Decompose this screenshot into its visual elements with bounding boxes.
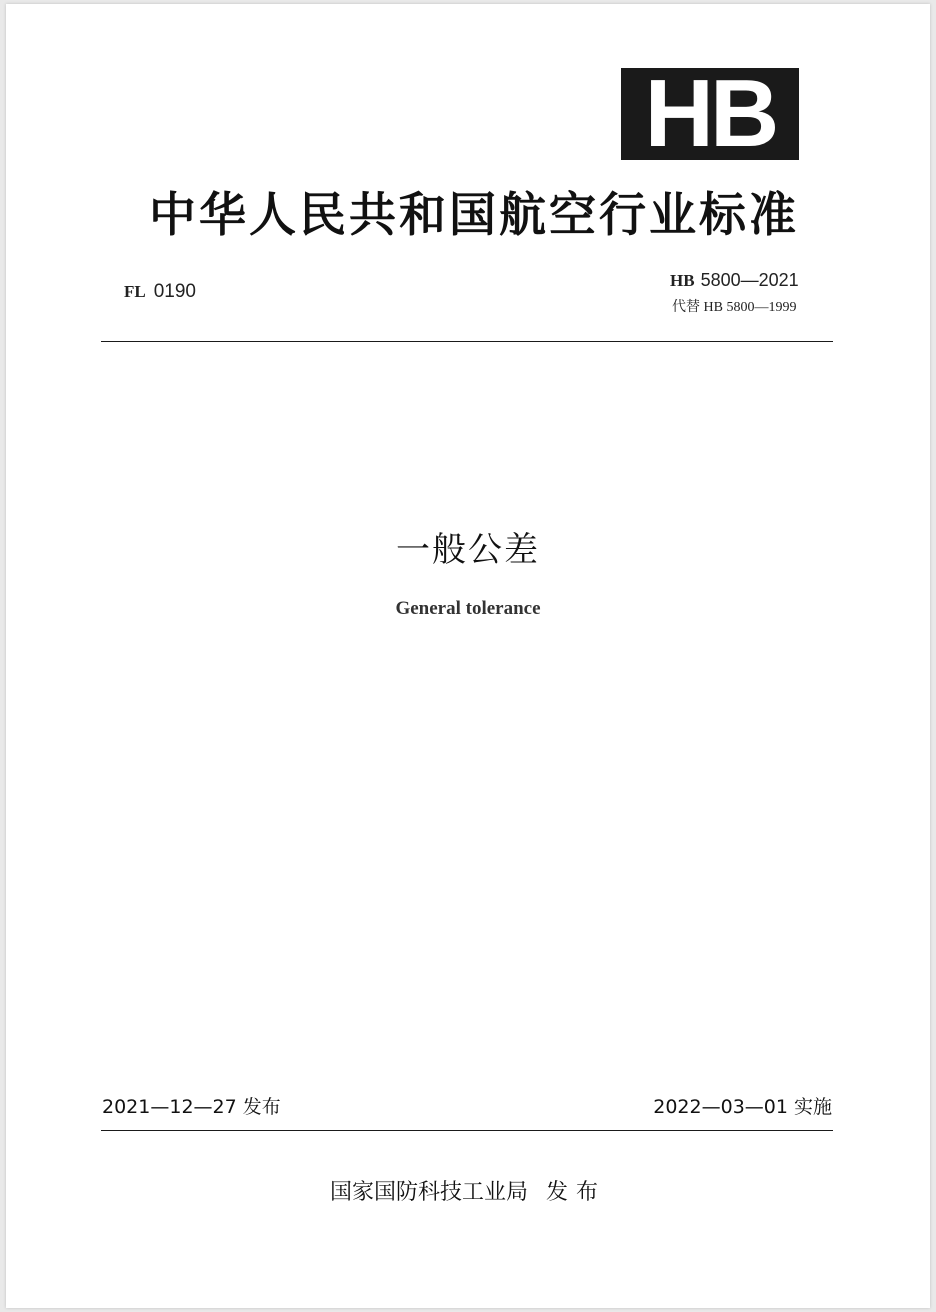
replaces-standard: 代替 HB 5800—1999 xyxy=(672,300,797,315)
standard-prefix: HB xyxy=(670,271,695,290)
header-divider xyxy=(101,341,833,342)
implementation-date: 2022—03—01 实施 xyxy=(653,1096,832,1118)
publisher-action: 发布 xyxy=(546,1180,607,1205)
fl-number: 0190 xyxy=(153,281,197,302)
document-title-chinese: 一般公差 xyxy=(396,530,540,570)
fl-prefix: FL xyxy=(124,282,146,301)
standard-number xyxy=(670,270,799,291)
publisher-line xyxy=(6,1175,930,1206)
document-page xyxy=(6,4,930,1308)
publisher-name: 国家国防科技工业局 xyxy=(329,1180,528,1205)
classification-code xyxy=(124,281,196,303)
footer-divider xyxy=(101,1130,833,1131)
issue-date: 2021—12—27 发布 xyxy=(102,1096,281,1118)
standard-title: 中华人民共和国航空行业标准 xyxy=(149,188,799,243)
standard-number-value: 5800—2021 xyxy=(700,270,799,290)
hb-logo: HB xyxy=(621,68,799,160)
document-title-english: General tolerance xyxy=(395,598,541,619)
